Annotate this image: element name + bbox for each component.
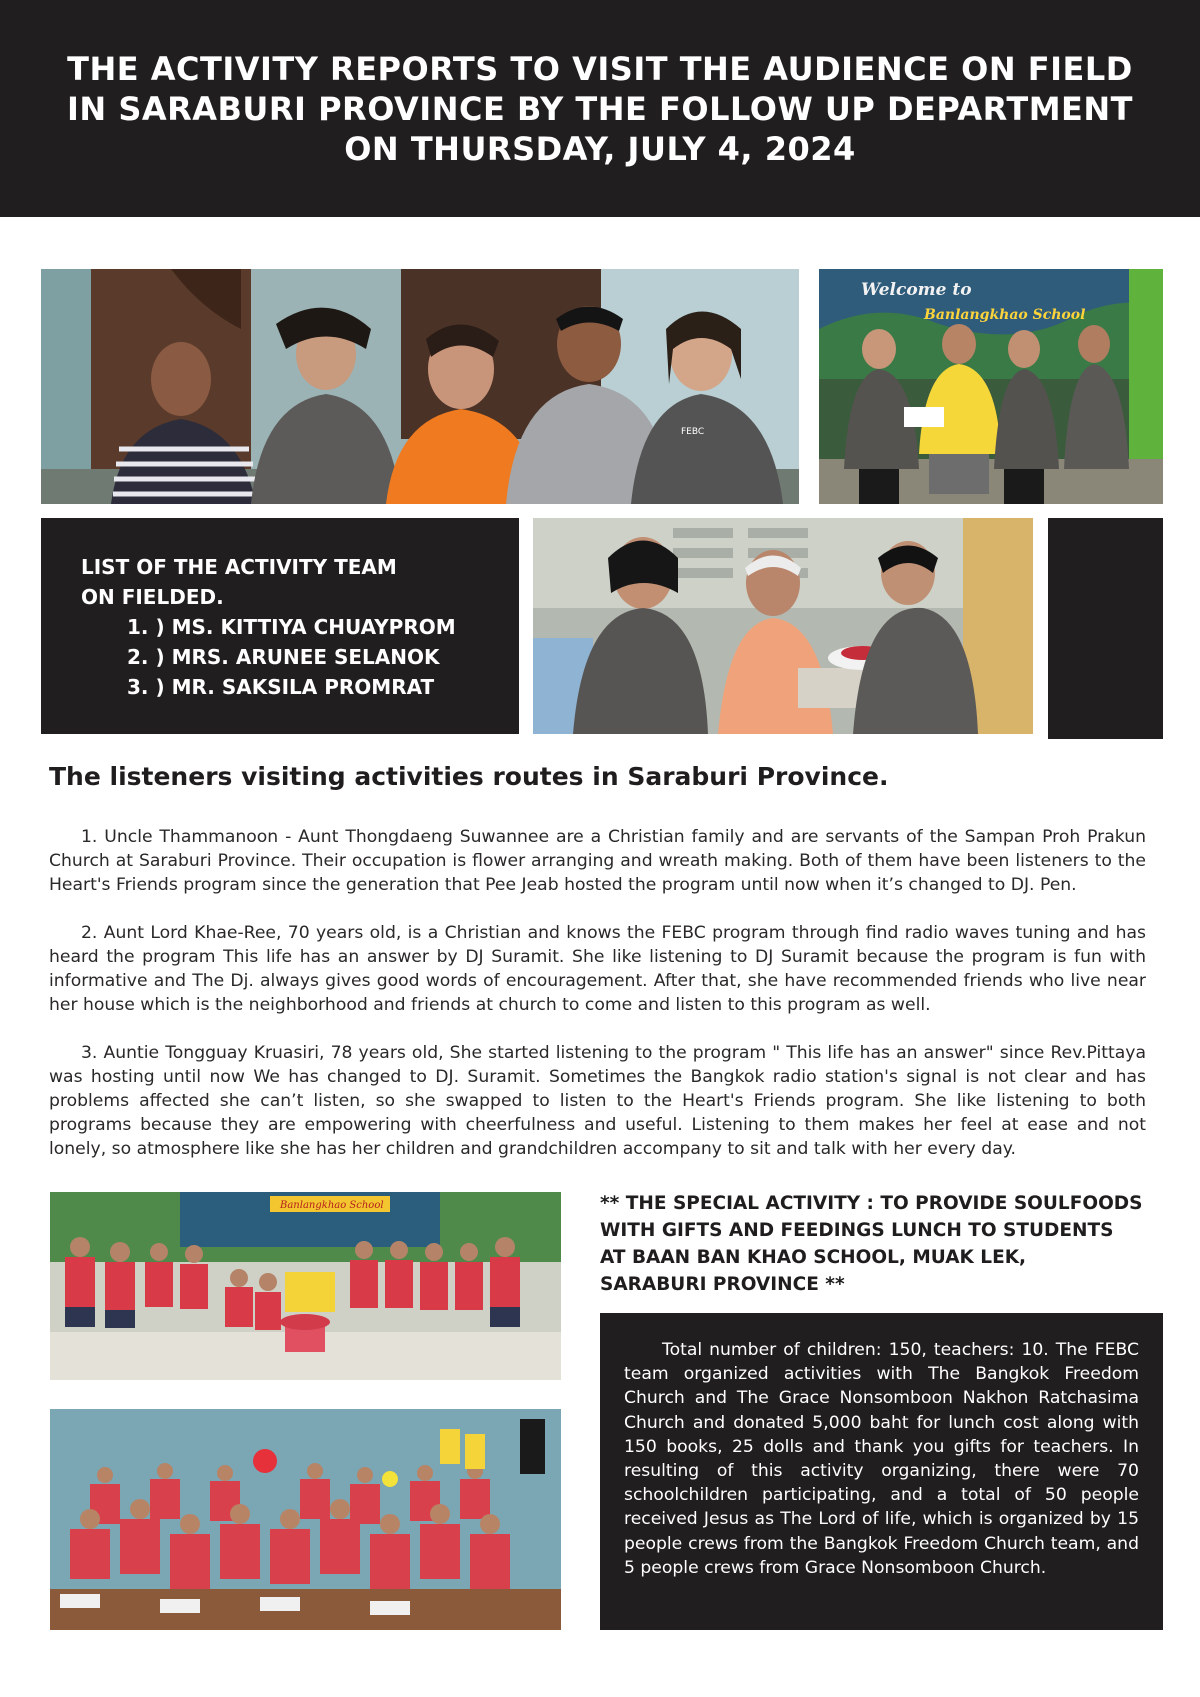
students-gift-photo — [50, 1192, 561, 1380]
febc-shirt-text: FEBC — [681, 427, 705, 437]
team-heading-line-2: ON FIELDED. — [81, 585, 224, 609]
school-welcome-photo — [819, 269, 1163, 504]
routes-section-title: The listeners visiting activities routes in Saraburi Province. — [49, 762, 889, 791]
report-title-line-3: ON THURSDAY, JULY 4, 2024 — [344, 129, 856, 168]
decorative-dark-block — [1048, 518, 1163, 739]
listener-paragraph-3: 3. Auntie Tongguay Kruasiri, 78 years old, She started listening to the program " This life has an answer" since Rev.Pittaya was hosting until now We has changed to DJ. Suramit. Sometimes the Bangkok radio station's signal is not clear and has problems affected she can’t listen, so she swapped to listen to the Heart's Friends program. She like listening to both programs because they are empowering with cheerfulness and useful. Listening to them makes her feel at ease and not lonely, so atmosphere like she has her children and grandchildren accompany to sit and talk with her every day. — [49, 1043, 1146, 1159]
special-activity-summary-box — [600, 1313, 1163, 1630]
report-header — [0, 0, 1200, 217]
listener-paragraph-2: 2. Aunt Lord Khae-Ree, 70 years old, is a Christian and knows the FEBC program through find radio waves tuning and has heard the program This life has an answer by DJ Suramit. She like listening to DJ Suramit because the program is fun with informative and The Dj. always gives good words of encouragement. After that, she have recommended friends who live near her house which is the neighborhood and friends at church to come and listen to this program as well. — [49, 923, 1146, 1015]
report-title-line-2: IN SARABURI PROVINCE BY THE FOLLOW UP DEPARTMENT — [66, 89, 1133, 128]
students-sign-text: Banlangkhao School — [280, 1200, 384, 1211]
team-member-2: 2. ) MRS. ARUNEE SELANOK — [127, 645, 440, 669]
team-heading-line-1: LIST OF THE ACTIVITY TEAM — [81, 555, 397, 579]
special-activity-summary: Total number of children: 150, teachers: 10. The FEBC team organized activities with The Bangkok Freedom Church and The Grace Nonsomboon Nakhon Ratchasima Church and donated 5,000 baht for lunch cost along with 150 books, 25 dolls and thank you gifts for teachers. In resulting of this activity organizing, there were 70 schoolchildren participating, and a total of 50 people received Jesus as The Lord of life, which is organized by 15 people crews from the Bangkok Freedom Church team, and 5 people crews from Grace Nonsomboon Church. — [624, 1340, 1139, 1578]
visit-elderly-photo — [533, 518, 1033, 734]
report-title-line-1: THE ACTIVITY REPORTS TO VISIT THE AUDIENCE ON FIELD — [67, 49, 1133, 88]
welcome-sign-line-1: Welcome to — [861, 280, 972, 300]
team-member-3: 3. ) MR. SAKSILA PROMRAT — [127, 675, 435, 699]
classroom-students-photo — [50, 1409, 561, 1630]
listener-paragraph-1: 1. Uncle Thammanoon - Aunt Thongdaeng Suwannee are a Christian family and are servants of the Sampan Proh Prakun Church at Saraburi Province. Their occupation is flower arranging and wreath making. Both of them have been listeners to the Heart's Friends program since the generation that Pee Jeab hosted the program until now when it’s changed to DJ. Pen. — [49, 827, 1146, 895]
welcome-sign-line-2: Banlangkhao School — [924, 307, 1086, 323]
team-list-box — [41, 518, 519, 734]
team-member-1: 1. ) MS. KITTIYA CHUAYPROM — [127, 615, 456, 639]
group-photo — [41, 269, 799, 504]
special-activity-title: ** THE SPECIAL ACTIVITY : TO PROVIDE SOULFOODS WITH GIFTS AND FEEDINGS LUNCH TO STUDENTS AT BAAN BAN KHAO SCHOOL, MUAK LEK, SARABURI PROVINCE ** — [600, 1193, 1143, 1295]
